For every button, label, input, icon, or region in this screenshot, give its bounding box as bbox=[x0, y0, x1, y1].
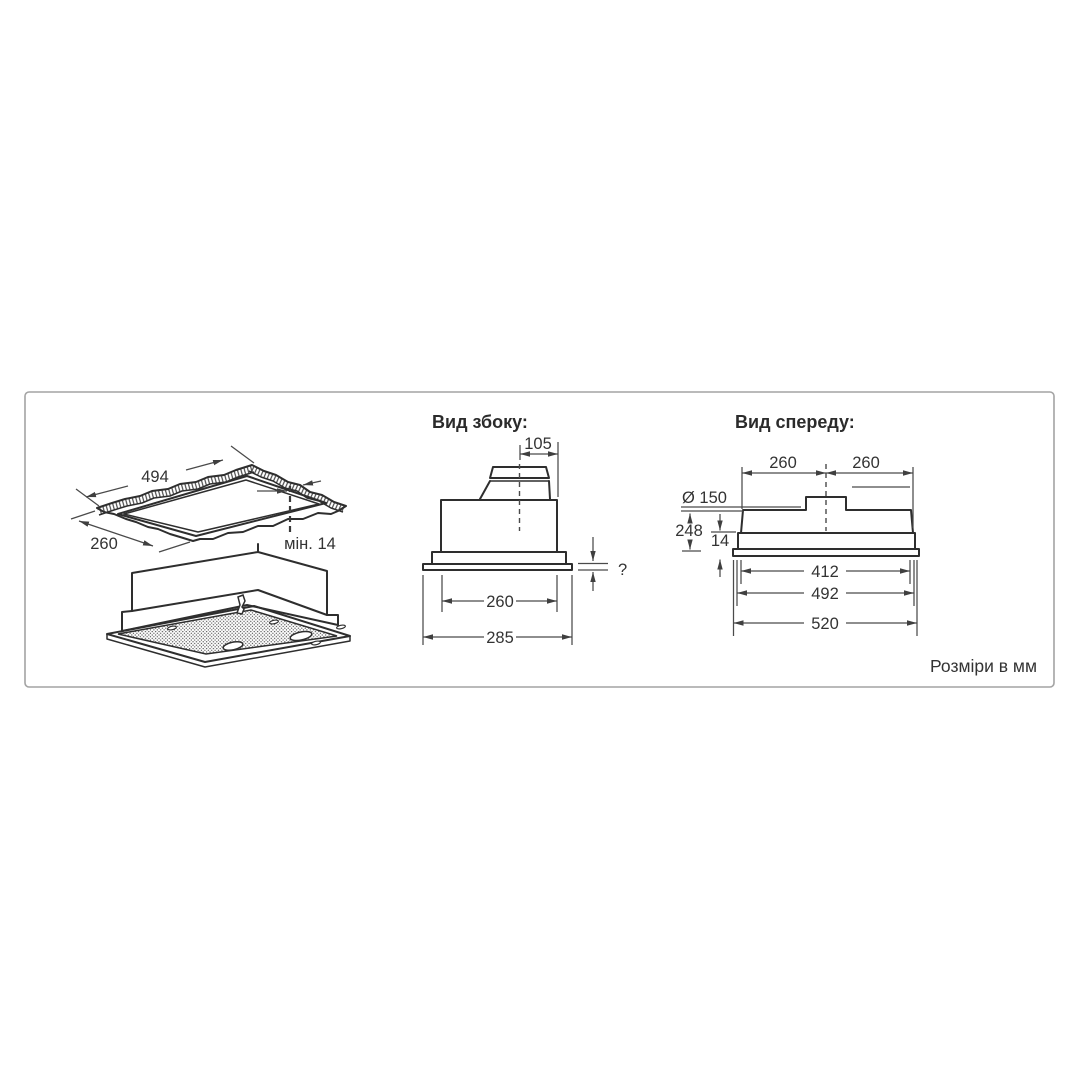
front-recess-height-label: 248 bbox=[675, 522, 703, 540]
front-inner-width-label: 412 bbox=[811, 563, 839, 581]
hood-upper-box bbox=[132, 544, 327, 615]
front-plinth bbox=[738, 533, 915, 549]
front-view-title: Вид спереду: bbox=[735, 412, 855, 432]
side-duct-transition bbox=[480, 481, 550, 499]
iso-min-clearance-label: мін. 14 bbox=[284, 535, 336, 553]
side-body-depth-label: 260 bbox=[486, 593, 514, 611]
side-overall-depth-label: 285 bbox=[486, 629, 514, 647]
front-bottom-plate bbox=[733, 549, 919, 556]
isometric-view bbox=[71, 446, 350, 667]
front-frame-height-label: 14 bbox=[710, 532, 730, 550]
front-body-width-label: 492 bbox=[811, 585, 839, 603]
front-duct-diameter-label: Ø 150 bbox=[682, 489, 727, 507]
side-body bbox=[441, 500, 557, 552]
side-bottom-plate bbox=[423, 564, 572, 570]
side-dim-body-depth bbox=[442, 575, 557, 612]
front-half-right-label: 260 bbox=[852, 454, 880, 472]
side-thickness-label: ? bbox=[618, 561, 628, 579]
front-dim-halves bbox=[742, 454, 913, 528]
front-dim-duct-diameter bbox=[681, 489, 801, 507]
front-half-left-label: 260 bbox=[769, 454, 797, 472]
front-dim-inner-width bbox=[741, 560, 910, 584]
spring-clip bbox=[237, 595, 245, 614]
side-dim-panel-thickness bbox=[578, 537, 627, 591]
side-view-title: Вид збоку: bbox=[432, 412, 528, 432]
filter-slot bbox=[311, 640, 321, 645]
torn-edge-hatch-left bbox=[98, 469, 253, 511]
torn-edge-hatch-right bbox=[251, 468, 344, 509]
front-overall-width-label: 520 bbox=[811, 615, 839, 633]
side-view bbox=[423, 412, 627, 647]
ceiling-cutout-panel bbox=[97, 465, 346, 541]
hood-body-isometric bbox=[107, 544, 350, 667]
iso-width-label: 494 bbox=[141, 468, 169, 486]
front-dim-frame-height bbox=[711, 514, 736, 577]
side-duct-offset-label: 105 bbox=[524, 435, 552, 453]
side-view-drawing bbox=[423, 464, 572, 570]
side-dim-overall-depth bbox=[423, 575, 572, 647]
iso-depth-label: 260 bbox=[90, 535, 118, 553]
front-view-drawing bbox=[733, 464, 919, 556]
side-plinth bbox=[432, 552, 566, 564]
front-body-with-duct bbox=[741, 497, 913, 533]
units-note: Розміри в мм bbox=[930, 656, 1037, 676]
front-view bbox=[675, 412, 919, 636]
front-dim-recess-height bbox=[675, 511, 743, 551]
